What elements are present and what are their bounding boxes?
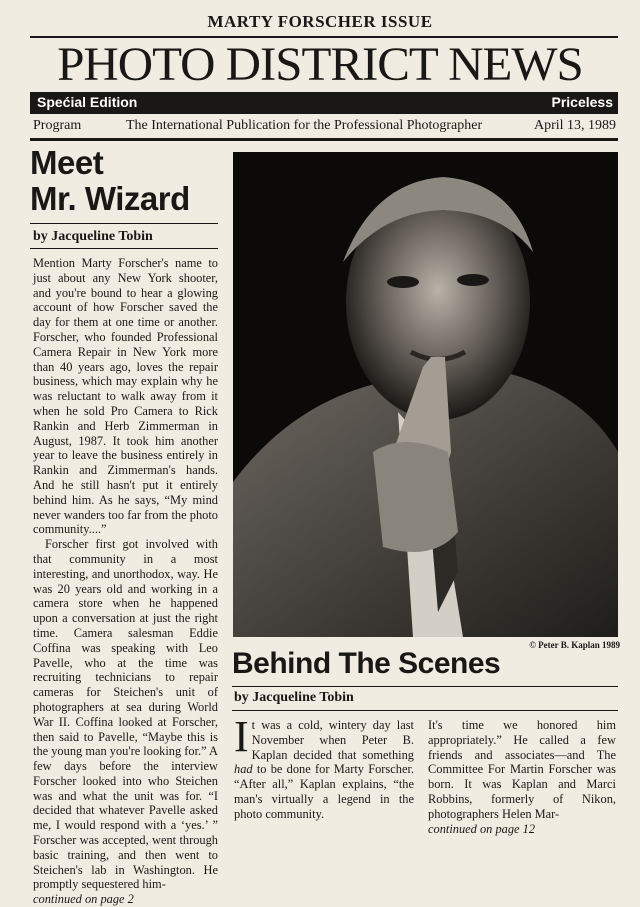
masthead: PHOTO DISTRICT NEWS bbox=[57, 38, 583, 91]
price-label: Priceless bbox=[551, 94, 613, 110]
second-headline-rule bbox=[232, 686, 618, 687]
feature-headline-rule bbox=[30, 223, 218, 224]
edition-label: Spećial Edition bbox=[37, 94, 138, 110]
second-byline: by Jacqueline Tobin bbox=[234, 690, 354, 705]
feature-body bbox=[33, 256, 218, 907]
edition-bar bbox=[30, 92, 618, 114]
issue-banner: MARTY FORSCHER ISSUE bbox=[207, 12, 433, 31]
program-label: Program bbox=[33, 118, 82, 133]
portrait-illustration bbox=[233, 152, 618, 637]
second-col2-text: It's time we honored him appropriately.” He called a few friends and associates—and The Committee For Martin Forscher was born. It was Kaplan and Marci Robbins, formerly of Nikon, photographers Helen Mar- bbox=[428, 718, 616, 821]
feature-paragraph-2: Forscher first got involved with that community in a most interesting, and unorthodox, way. He was 20 years old and working in a camera store when he happened upon a conversation at just the right time. Camera salesman Eddie Coffina was speaking with Leo Pavelle, who at the time was recruiting technicians to repair cameras for Steichen's unit of photographers at sea during World War II. Coffina looked at Forscher, then said to Pavelle, “Maybe this is the young man you're looking for.” A few days before the interview Forscher looked into who Steichen was and what the unit was for. “I decided that whatever Pavelle asked me, I would respond with a ‘yes.’ ” Forscher was accepted, went through basic training, and then went to Steichen's lab in Washington. He promptly sequestered him- bbox=[33, 537, 218, 892]
feature-byline-rule bbox=[30, 248, 218, 249]
second-col1-text-a: t was a cold, wintery day last November when Peter B. Kaplan decided that something bbox=[251, 718, 414, 762]
second-headline: Behind The Scenes bbox=[232, 647, 501, 680]
tagline: The International Publication for the Professional Photographer bbox=[126, 118, 483, 133]
photo-credit: © Peter B. Kaplan 1989 bbox=[529, 640, 620, 650]
second-column-1 bbox=[234, 712, 414, 822]
feature-byline: by Jacqueline Tobin bbox=[33, 229, 153, 244]
second-column-2 bbox=[428, 718, 616, 836]
feature-headline bbox=[30, 145, 230, 217]
feature-continued: continued on page 2 bbox=[33, 892, 134, 907]
feature-headline-line2: Mr. Wizard bbox=[30, 180, 190, 217]
feature-paragraph-1: Mention Marty Forscher's name to just about any New York shooter, and you're bound to hear a glowing account of how Forscher saved the day for them at one time or another. Forscher, who founded Professional Camera Repair in New York more than 40 years ago, loves the repair business, which may explain why he was reluctant to walk away from it when he sold Pro Camera to Rick Rankin and Herb Zimmerman in August, 1987. It took him another year to leave the business entirely in Rankin and Zimmerman's hands. And he still hasn't put it entirely behind him. As he says, “My mind never wanders too far from the photo community....” bbox=[33, 256, 218, 537]
drop-cap: I bbox=[234, 712, 249, 761]
portrait-photo bbox=[233, 152, 618, 637]
feature-headline-line1: Meet bbox=[30, 144, 104, 181]
issue-date: April 13, 1989 bbox=[534, 118, 617, 133]
header-bottom-rule bbox=[30, 138, 618, 141]
second-col1-text-b: to be done for Marty Forscher. “After all,” Kaplan explains, “the man's virtually a legend in the photo community. bbox=[234, 762, 414, 821]
second-col1-emphasis: had bbox=[234, 762, 253, 777]
second-byline-rule bbox=[232, 710, 618, 711]
second-continued: continued on page 12 bbox=[428, 821, 536, 836]
